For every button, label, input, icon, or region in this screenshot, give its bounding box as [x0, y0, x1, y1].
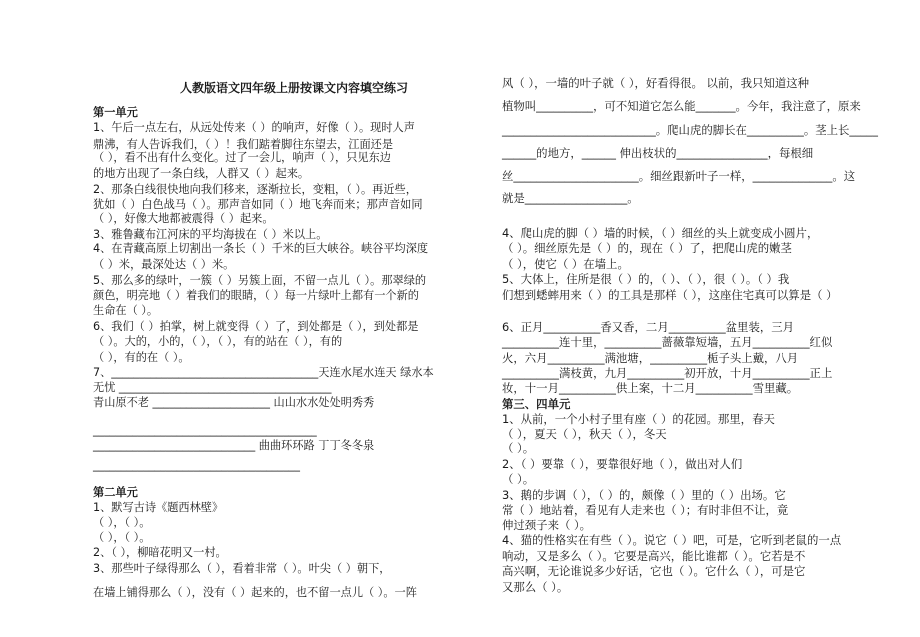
text-line: 伸过颈子来（ ）。 — [502, 518, 592, 532]
text-line: _____________________________________ — [93, 459, 300, 472]
document-title: 人教版语文四年级上册按课文内容填空练习 — [180, 81, 409, 95]
text-line: 就是__________________。 — [502, 191, 639, 205]
text-line: （ ），（ ）。 — [93, 531, 151, 544]
text-line: 高兴啊，无论谁说多少好话，它也（ ）。它什么（ ），可是它 — [502, 564, 806, 578]
text-line: 3、那些叶子绿得那么（ ），看着非常（ ）。叶尖（ ）朝下， — [93, 562, 391, 575]
text-line: 常（ ）地站着，看见有人走来也（ ）；有时非但不让，竟 — [502, 503, 789, 517]
text-line: 2、（ ）要靠（ ），要靠很好地（ ），做出对人们 — [502, 457, 743, 471]
text-line: __________满枝黄，九月__________初开放，十月__________正上 — [502, 366, 833, 380]
text-line: （ ），（ ）。 — [93, 516, 151, 529]
text-line: 又那么（ ）。 — [502, 580, 569, 594]
text-line: 1、从前，一个小村子里有座（ ）的花园。那里，春天 — [502, 412, 775, 426]
text-line: 5、大体上，住所是很（ ）的，（ ）、（ ），很（ ）。（ ）我 — [502, 272, 790, 286]
text-line: 1、午后一点左右，从远处传来（ ）的响声，好像（ ）。现时人声 — [93, 121, 415, 134]
text-line: _____________________________ 曲曲环环路 丁丁冬冬泉 — [93, 439, 375, 452]
text-line: __________连十里，__________蔷薇靠短墙，五月__________红似 — [502, 335, 833, 349]
text-line: 在墙上铺得那么（ ），没有（ ）起来的，也不留一点儿（ ）。一阵 — [93, 586, 417, 599]
text-line: （ ），夏天（ ），秋天（ ），冬天 — [502, 427, 667, 441]
text-line: 6、正月__________香又香，二月__________盆里装，三月 — [502, 320, 795, 334]
text-line: 响动，又是多么（ ）。它要是高兴，能比谁都（ ）。它若是不 — [502, 549, 806, 563]
text-line: 7、_____________________________________天连水尾水连天 绿水本 — [93, 366, 434, 379]
text-line: ___________________________。爬山虎的脚长在__________。茎上长_____ — [502, 123, 878, 137]
text-line: 2、（ ），柳暗花明又一村。 — [93, 546, 227, 559]
text-line: （ ）米，最深处达（ ）米。 — [93, 258, 235, 271]
text-line: ________________________________________ — [93, 424, 317, 437]
text-line: （ ），看不出有什么变化。过了一会儿，响声（ ），只见东边 — [93, 151, 391, 164]
text-line: 火，六月__________满池塘，__________栀子头上戴，八月 — [502, 351, 799, 365]
text-line: 无忧 ______________________________________ — [93, 381, 332, 394]
text-line: 6、我们（ ）拍掌，树上就变得（ ）了，到处都是（ ），到处都是 — [93, 320, 419, 333]
text-line: 植物叫__________，可不知道它怎么能_______。今年，我注意了，原来 — [502, 99, 861, 113]
text-line: 生命在（ ）。 — [93, 304, 159, 317]
text-line: （ ），好像大地都被震得（ ）起来。 — [93, 212, 274, 225]
text-line: （ ）。大的，小的，（ ），（ ），有的站在（ ），有的 — [93, 335, 343, 348]
text-line: 4、爬山虎的脚（ ）墙的时候，（ ）细丝的头上就变成小圆片， — [502, 226, 819, 240]
text-line: 5、那么多的绿叶，一簇（ ）另簇上面，不留一点儿（ ）。那翠绿的 — [93, 274, 427, 287]
text-line: 4、在青藏高原上切割出一条长（ ）千米的巨大峡谷。峡谷平均深度 — [93, 242, 429, 255]
text-line: 4、猫的性格实在有些（ ）。说它（ ）吧，可是，它听到老鼠的一点 — [502, 533, 842, 547]
text-line: 的地方出现了一条白线，人群又（ ）起来。 — [93, 167, 310, 180]
text-line: ______的地方，______ 伸出枝状的________________，每根细 — [502, 146, 814, 160]
text-line: 3、雅鲁藏布江河床的平均海拔在（ ）米以上。 — [93, 228, 328, 241]
text-line: 犹如（ ）白色战马（ ）。那声音如同（ ）地飞奔而来；那声音如同 — [93, 198, 423, 211]
text-line: （ ），有的在（ ）。 — [93, 351, 190, 364]
text-line: 2、那条白线很快地向我们移来，逐渐拉长，变粗，（ ）。再近些， — [93, 183, 417, 196]
text-line: 3、鹅的步调（ ），（ ）的，颇像（ ）里的（ ）出场。它 — [502, 488, 786, 502]
text-line: 1、默写古诗《题西林壁》 — [93, 501, 224, 514]
text-line: 丝______________________。细丝跟新叶子一样，______________。这 — [502, 169, 856, 183]
text-line: 青山原不老 _____________________ 山山水水处处明秀秀 — [93, 396, 375, 409]
section-heading: 第二单元 — [93, 486, 138, 499]
section-heading: 第一单元 — [93, 106, 138, 119]
text-line: 妆，十一月__________供上案，十二月__________雪里藏。 — [502, 381, 799, 395]
text-line: （ ），使它（ ）在墙上。 — [502, 257, 629, 271]
text-line: （ ）。 — [502, 441, 535, 455]
section-heading: 第三、四单元 — [502, 397, 571, 411]
text-line: 颜色，明亮地（ ）着我们的眼睛，（ ）每一片绿叶上都有一个新的 — [93, 289, 419, 302]
text-line: （ ）。细丝原先是（ ）的，现在（ ）了，把爬山虎的嫩茎 — [502, 241, 792, 255]
text-line: 风（ ），一墙的叶子就（ ），好看得很。 以前，我只知道这种 — [502, 76, 810, 90]
text-line: 们想到蟋蟀用来（ ）的工具是那样（ ），这座住宅真可以算是（ ） — [502, 288, 838, 302]
text-line: （ ）。 — [502, 472, 535, 486]
text-line: 鼎沸，有人告诉我们，（ ）！我们踮着脚往东望去，江面还是 — [93, 138, 394, 151]
